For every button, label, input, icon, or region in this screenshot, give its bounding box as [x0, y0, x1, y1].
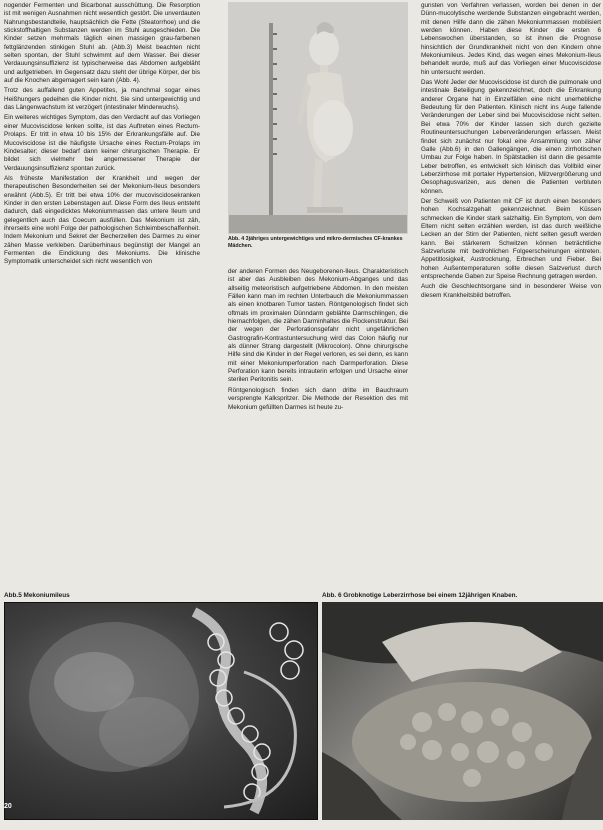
xray-illustration [4, 602, 318, 820]
paragraph: nogender Fermenten und Bicarbonat ausschüttung. Die Resorption ist mit wenigen Ausnahmen nicht wesentlich gestört. Die unverdauten Nahrungsbestandteile, hauptsächlich die Fette (Steatorrhoe) und die stickstoffhaltigen Substanzen werden im Stuhl ausgeschieden. Die Kinder setzen mehrmals täglich einen massigen grau-farbenen fettglänzenden stinkigen Stuhl ab. (Abb.3) Meist beachten nicht selten spontan, der Stuhl schwimmt auf dem Wasser. Bei dieser Verdauungsinsuffizienz ist typischerweise das Abdomen aufgebläht und aufgetrieben. Im Gegensatz dazu steht der übrige Körper, der bis auf die Knochen abgemagert sein kann (Abb. 4). [4, 2, 200, 85]
paragraph: Röntgenologisch finden sich dann dritte im Bauchraum versprengte Kalkspritzer. Die Methode der Resektion des mit Mekonium gefüllten Darmes ist heute zu- [228, 386, 408, 411]
paragraph: Ein weiteres wichtiges Symptom, das den Verdacht auf das Vorliegen einer Mucoviscidose lenken sollte, ist das Auftreten eines Rectum-Prolaps. Er tritt in etwa 10 bis 15% der Erkrankungsfälle auf. Die Mucoviscidose ist die häufigste Ursache eines Rectum-Prolaps im Kindesalter; dieser bedarf dann keiner chirurgischen Therapie. Er bildet sich vielmehr bei angemessener Therapie der Verdauungsinsuffizienz spontan zurück. [4, 114, 200, 172]
child-figure-illustration [229, 3, 407, 233]
paragraph: Als früheste Manifestation der Krankheit und wegen der therapeutischen Besonderheiten sei der Mekonium-Ileus besonders erwähnt (Abb.5). Er tritt bei etwa 10% der mucoviscidosekranken Kinder in den ersten Lebenstagen auf. Diese Form des Ileus entsteht dadurch, daß eingedicktes Mekoniummassen das untere Ileum und gelegentlich auch das Coecum ausfüllen. Das Mekonium ist zäh, ihrerseits eine wohl Folge der pathologischen Schleimbeschaffenheit. Indem Mekonium und Sekret der Becherzellen des Darmes zu einer zähen Masse verkleben. Darüberhinaus begünstigt der Mangel an Fermenten die Eindickung des Mekoniums. Die klinische Symptomatik unterscheidet sich nicht wesentlich von [4, 174, 200, 266]
child-photo [228, 2, 408, 234]
paragraph: Trotz des auffallend guten Appetites, ja manchmal sogar eines Heißhungers gedeihen die Kinder nicht. Sie sind untergewichtig und das Längenwachstum ist verzögert (intestinaler Minderwuchs). [4, 87, 200, 112]
paragraph: der anderen Formen des Neugeborenen-Ileus. Charakteristisch ist aber das Ausbleiben des Mekonium-Abganges und das allseitig meteoristisch aufgetriebene Abdomen. In den meisten Fällen kann man im rechten Unterbauch die Mekoniummassen als einen knotbaren Tumor tasten. Röntgenologisch findet sich oftmals im proximalen Dünndarm geblähte Darmschlingen, die hiernachfolgen, die zähen Darminhaltes die Flockenstruktur. Bei der wegen der Perforationsgefahr nicht ungefährlichen Gastrografin-Kontrastuntersuchung wird das Colon häufig nur als dünner Strang dargestellt (Mikrocolon). Ohne chirurgische Hilfe sind die Kinder in der Regel verloren, es sei denn, es kann mit einer Mekoniumperforation nach Darmperforation. Diese Perforation kann bereits intrauterin erfolgen und Ursache einer sterilen Peritonitis sein. [228, 268, 408, 384]
xray-image [4, 602, 318, 820]
paragraph: Auch die Geschlechtsorgane sind in besonderer Weise von diesem Krankheitsbild betroffen. [421, 283, 601, 299]
page-number: 20 [4, 803, 12, 810]
surgery-image [322, 602, 603, 820]
paragraph: Der Schweiß von Patienten mit CF ist durch einen besonders hohen Kochsalzgehalt gekennzeichnet. Beim Küssen schmecken die Kinder stark salzhaltig. Ein Symptom, von dem Eltern nicht selten erzählen werden, ist das durch weißliche Lecken an der Stirn der Patienten, nicht selten gesuft werden kann. Bei stärkerem Schwitzen können beträchtliche Salzverluste mit bedrohlichen Folgeerscheinungen eintreten. Appetitlosigkeit, Austrocknung, Erbrechen und Fieber. Bei hohen Außentemperaturen sollte diesen Salzverlust durch entsprechende Gaben zur Speise Rechnung getragen werden. [421, 197, 601, 280]
text-column-middle [228, 268, 408, 414]
figure-caption: Abb.5 Mekoniumileus [4, 592, 70, 599]
figure-caption: Abb. 4 3jähriges untergewichtiges und mikro-dermisches CF-krankes Mädchen. [228, 236, 403, 249]
text-column-left [4, 2, 200, 269]
paragraph: gunsten von Verfahren verlassen, worden bei denen in der Dünn-mucolytische werdende Substanzen eingebracht werden, mit denen Hilfe dann die zähen Mekoniummassen mobilisiert werden können. Haben diese Kinder die ersten 6 Lebenswochen überstanden, so ist ihnen die Prognose hinsichtlich der Grundkrankheit nicht von den Kindern ohne Mekoniumileus. Jedes Kind, das wegen eines Mekonium-Ileus behandelt wurde, muß auf das Vorliegen einer Mucoviscidose hin untersucht werden. [421, 2, 601, 76]
figure-caption: Abb. 6 Grobknotige Leberzirrhose bei einem 12jährigen Knaben. [322, 592, 518, 599]
text-column-right [421, 2, 601, 302]
liver-illustration [322, 602, 603, 820]
paragraph: Das Wohl Jeder der Mucoviscidose ist durch die pulmonale und intestinale Beteiligung gekennzeichnet, doch die Erkrankung anderer Organe hat in Einzelfällen eine nicht unerhebliche Bedeutung für den Patienten. Klinisch nicht ins Auge fallende Veränderungen der Leber sind bei Mucoviscidose nicht selten. Bei etwa 70% der Kinder lassen sich durch gezielte Routineuntersuchungen Leberveränderungen erfassen. Meist findet sich zunächst nur fokal eine Ansammlung von zäher Galle (Abb.6) in den Gallengängen, die einen zirrhotischen Umbau zur Folge haben. In Spätstadien ist dann die gesamte Leber betroffen, es entwickelt sich klinisch das Vollbild einer Leberzirrhose mit portaler Hypertension, Milzvergrößerung und Oesophagusvarizen, aus denen die Patienten verbluten können. [421, 79, 601, 195]
